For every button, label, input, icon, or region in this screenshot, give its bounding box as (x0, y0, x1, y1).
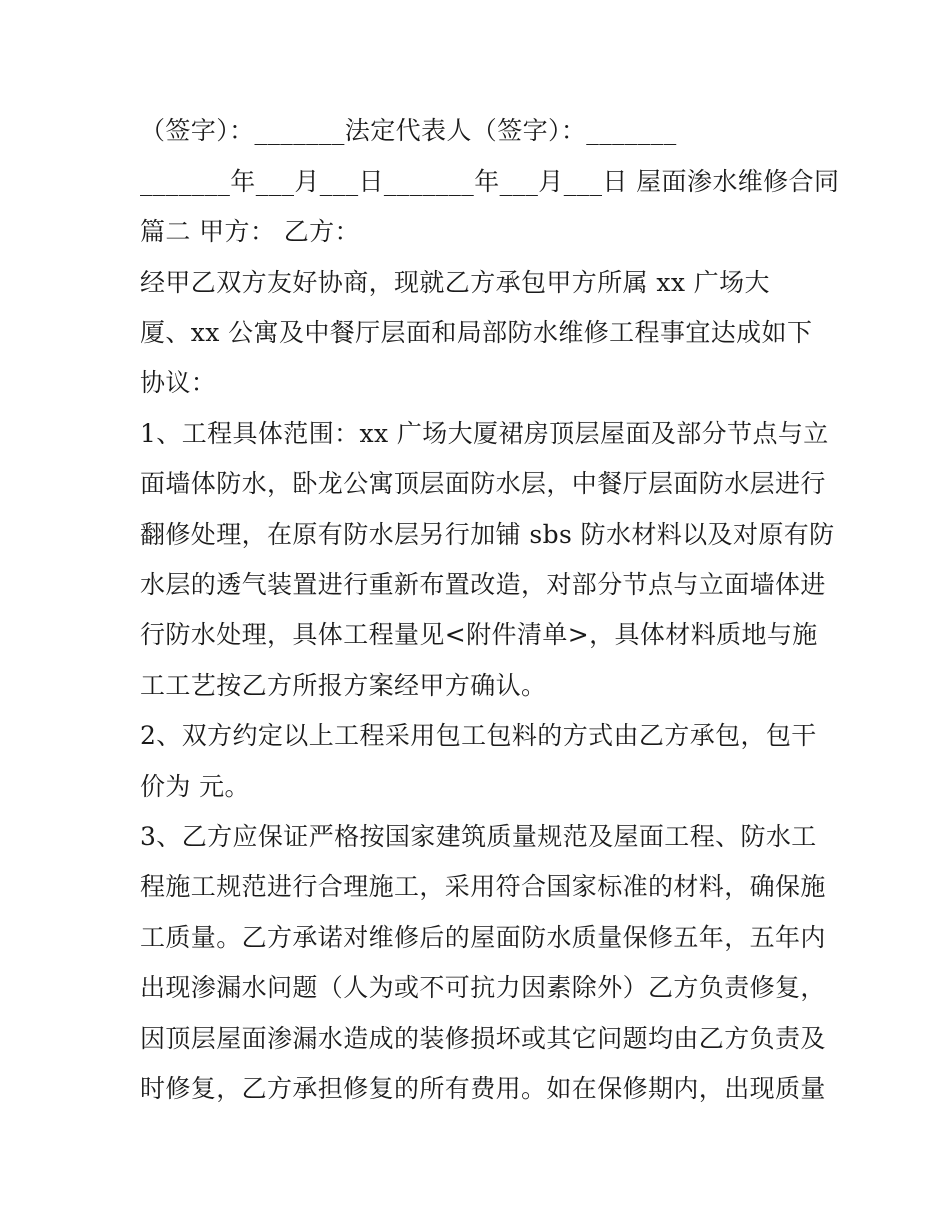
text-line: 厦、xx 公寓及中餐厅层面和局部防水维修工程事宜达成如下 (140, 318, 813, 347)
text-line: 价为 元。 (140, 772, 250, 801)
text-line: 协议： (140, 368, 217, 397)
clause-1-line: 1、工程具体范围：xx 广场大厦裙房顶层屋面及部分节点与立 (140, 419, 829, 448)
date-line: _______年___月___日_______年___月___日 屋面渗水维修合同 (140, 167, 840, 196)
clause-3-line: 3、乙方应保证严格按国家建筑质量规范及屋面工程、防水工 (140, 822, 817, 851)
text-line: 行防水处理，具体工程量见<附件清单>，具体材料质地与施 (140, 620, 818, 649)
text-line: 工工艺按乙方所报方案经甲方确认。 (140, 671, 547, 700)
text-line: 程施工规范进行合理施工，采用符合国家标准的材料，确保施 (140, 872, 826, 901)
text-line: 经甲乙双方友好协商，现就乙方承包甲方所属 xx 广场大 (140, 268, 770, 297)
text-line: 工质量。乙方承诺对维修后的屋面防水质量保修五年，五年内 (140, 923, 826, 952)
text-line: 面墙体防水，卧龙公寓顶层面防水层，中餐厅层面防水层进行 (140, 469, 826, 498)
clause-2-line: 2、双方约定以上工程采用包工包料的方式由乙方承包，包干 (140, 721, 817, 750)
party-line: 篇二 甲方： 乙方： (140, 217, 360, 246)
text-line: 翻修处理，在原有防水层另行加铺 sbs 防水材料以及对原有防 (140, 520, 835, 549)
text-line: 出现渗漏水问题（人为或不可抗力因素除外）乙方负责修复， (140, 973, 826, 1002)
text-line: 因顶层屋面渗漏水造成的装修损坏或其它问题均由乙方负责及 (140, 1024, 826, 1053)
signature-line: （签字）：_______法定代表人（签字）：_______ (140, 116, 677, 145)
text-line: 时修复，乙方承担修复的所有费用。如在保修期内，出现质量 (140, 1074, 826, 1103)
text-line: 水层的透气装置进行重新布置改造，对部分节点与立面墙体进 (140, 570, 826, 599)
